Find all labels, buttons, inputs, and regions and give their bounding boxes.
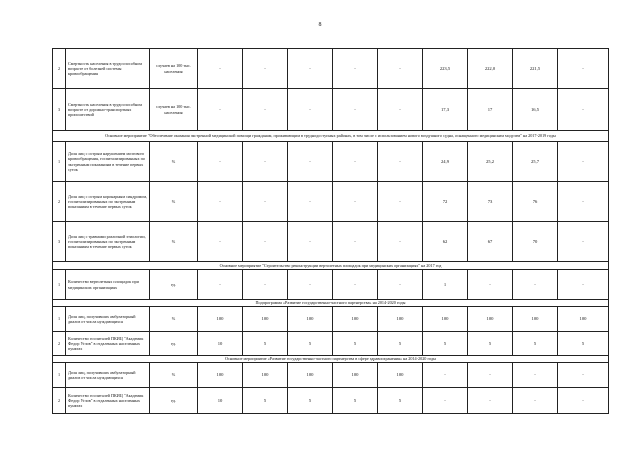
value-cell: 67 [468, 222, 513, 262]
value-cell: 100 [558, 307, 609, 332]
value-cell: - [468, 388, 513, 414]
value-cell: 72 [423, 182, 468, 222]
value-cell: - [243, 182, 288, 222]
table-row [53, 388, 609, 414]
value-cell: - [288, 182, 333, 222]
indicator-name: Доля лиц, получивших амбулаторный диализ от числа нуждающихся [66, 363, 150, 388]
value-cell: 100 [333, 363, 378, 388]
value-cell: - [288, 222, 333, 262]
value-cell: - [558, 142, 609, 182]
row-number: 1 [53, 270, 66, 300]
table-row [53, 49, 609, 89]
indicator-name: Доля лиц с острым нарушением мозгового кровообращения, госпитализированных по экстренным показаниям в течение первых суток [66, 142, 150, 182]
value-cell: - [333, 49, 378, 89]
value-cell: - [558, 222, 609, 262]
unit: случаев на 100 тыс. населения [150, 89, 198, 131]
value-cell: - [243, 270, 288, 300]
value-cell: - [513, 270, 558, 300]
value-cell: - [558, 89, 609, 131]
unit: % [150, 142, 198, 182]
indicator-name: Смертность населения в трудоспособном возрасте от болезней системы кровообращения [66, 49, 150, 89]
section-header-row [53, 131, 609, 142]
table-row [53, 182, 609, 222]
value-cell: 100 [423, 307, 468, 332]
value-cell: 25,7 [513, 142, 558, 182]
indicators-table [52, 48, 609, 414]
value-cell: 17 [468, 89, 513, 131]
indicator-name: Количество госпиталей ПКИЦ "Академик Федор Углов" в отдаленных населенных пунктах [66, 332, 150, 356]
value-cell: 5 [243, 332, 288, 356]
value-cell: - [378, 49, 423, 89]
value-cell: 5 [423, 332, 468, 356]
unit: случаев на 100 тыс. населения [150, 49, 198, 89]
value-cell: - [468, 363, 513, 388]
value-cell: - [243, 89, 288, 131]
value-cell: - [288, 142, 333, 182]
value-cell: 222,0 [468, 49, 513, 89]
value-cell: - [198, 49, 243, 89]
value-cell: 223,5 [423, 49, 468, 89]
value-cell: - [378, 270, 423, 300]
row-number: 2 [53, 49, 66, 89]
table-row [53, 332, 609, 356]
value-cell: 100 [198, 307, 243, 332]
value-cell: 17,3 [423, 89, 468, 131]
table-row [53, 222, 609, 262]
value-cell: 5 [288, 332, 333, 356]
section-title: Основное мероприятие «Развитие государственно-частного партнерства в сфере здравоохранения» на 2014-2020 годы [53, 356, 609, 363]
value-cell: - [333, 182, 378, 222]
value-cell: 24,9 [423, 142, 468, 182]
value-cell: 100 [378, 363, 423, 388]
value-cell: 100 [243, 307, 288, 332]
indicator-name: Доля лиц с острым коронарным синдромом, госпитализированных по экстренным показаниям в течение первых суток [66, 182, 150, 222]
value-cell: 100 [243, 363, 288, 388]
value-cell: 5 [243, 388, 288, 414]
value-cell: 5 [468, 332, 513, 356]
value-cell: - [513, 363, 558, 388]
value-cell: - [288, 49, 333, 89]
table-row [53, 307, 609, 332]
indicator-name: Доля лиц с травмами различной этиологии, госпитализированных по экстренным показаниям в течение первых суток [66, 222, 150, 262]
value-cell: - [243, 142, 288, 182]
value-cell: - [558, 49, 609, 89]
value-cell: - [333, 270, 378, 300]
value-cell: - [243, 222, 288, 262]
value-cell: - [333, 89, 378, 131]
value-cell: - [378, 89, 423, 131]
value-cell: 100 [288, 307, 333, 332]
unit: ед. [150, 388, 198, 414]
unit: ед. [150, 332, 198, 356]
table-row [53, 89, 609, 131]
value-cell: - [423, 388, 468, 414]
section-header-row [53, 300, 609, 307]
value-cell: 10 [198, 332, 243, 356]
value-cell: 16,5 [513, 89, 558, 131]
value-cell: 73 [468, 182, 513, 222]
value-cell: 100 [513, 307, 558, 332]
row-number: 1 [53, 142, 66, 182]
indicator-name: Количество госпиталей ПКИЦ "Академик Федор Углов" в отдаленных населенных пунктах [66, 388, 150, 414]
section-header-row [53, 356, 609, 363]
value-cell: - [333, 222, 378, 262]
unit: % [150, 307, 198, 332]
value-cell: - [423, 363, 468, 388]
value-cell: - [558, 363, 609, 388]
indicator-name: Доля лиц, получивших амбулаторный диализ от числа нуждающихся [66, 307, 150, 332]
value-cell: - [243, 49, 288, 89]
row-number: 2 [53, 332, 66, 356]
value-cell: - [378, 142, 423, 182]
value-cell: - [198, 222, 243, 262]
value-cell: 70 [513, 222, 558, 262]
row-number: 1 [53, 307, 66, 332]
table-row [53, 363, 609, 388]
value-cell: - [558, 270, 609, 300]
row-number: 2 [53, 182, 66, 222]
value-cell: 10 [198, 388, 243, 414]
section-header-row [53, 262, 609, 270]
value-cell: 100 [333, 307, 378, 332]
unit: % [150, 363, 198, 388]
value-cell: - [288, 270, 333, 300]
value-cell: 1 [423, 270, 468, 300]
section-title: Основное мероприятие "Обеспечение оказания экстренной медицинской помощи гражданам, проживающим в труднодоступных районах, в том числе с использованием нового воздушного судна, оснащенного медицинским модулем" на 2017-2019 годы [53, 131, 609, 142]
indicator-name: Количество вертолетных площадок при медицинских организациях [66, 270, 150, 300]
value-cell: 5 [333, 388, 378, 414]
row-number: 3 [53, 89, 66, 131]
value-cell: 221,5 [513, 49, 558, 89]
value-cell: 5 [288, 388, 333, 414]
value-cell: 100 [288, 363, 333, 388]
value-cell: 76 [513, 182, 558, 222]
value-cell: - [198, 270, 243, 300]
table-row [53, 270, 609, 300]
value-cell: 100 [378, 307, 423, 332]
page-number: 8 [318, 22, 322, 28]
indicator-name: Смертность населения в трудоспособном возрасте от дорожно-транспортных происшествий [66, 89, 150, 131]
value-cell: 5 [513, 332, 558, 356]
value-cell: 5 [378, 388, 423, 414]
value-cell: 100 [198, 363, 243, 388]
value-cell: - [198, 89, 243, 131]
value-cell: - [198, 182, 243, 222]
value-cell: - [378, 222, 423, 262]
value-cell: 5 [378, 332, 423, 356]
value-cell: 5 [558, 332, 609, 356]
value-cell: 5 [333, 332, 378, 356]
value-cell: - [288, 89, 333, 131]
value-cell: - [558, 388, 609, 414]
row-number: 1 [53, 363, 66, 388]
value-cell: - [333, 142, 378, 182]
row-number: 3 [53, 222, 66, 262]
section-title: Подпрограмма «Развитие государственно-частного партнерства» на 2014-2020 годы [53, 300, 609, 307]
value-cell: 100 [468, 307, 513, 332]
table-row [53, 142, 609, 182]
value-cell: - [468, 270, 513, 300]
value-cell: - [558, 182, 609, 222]
value-cell: - [513, 388, 558, 414]
row-number: 2 [53, 388, 66, 414]
unit: % [150, 222, 198, 262]
section-title: Основное мероприятие "Строительство реконструкции вертолетных площадок при медицинских организациях" на 2017 год [53, 262, 609, 270]
unit: ед. [150, 270, 198, 300]
unit: % [150, 182, 198, 222]
value-cell: - [378, 182, 423, 222]
value-cell: 25,2 [468, 142, 513, 182]
value-cell: - [198, 142, 243, 182]
value-cell: 62 [423, 222, 468, 262]
